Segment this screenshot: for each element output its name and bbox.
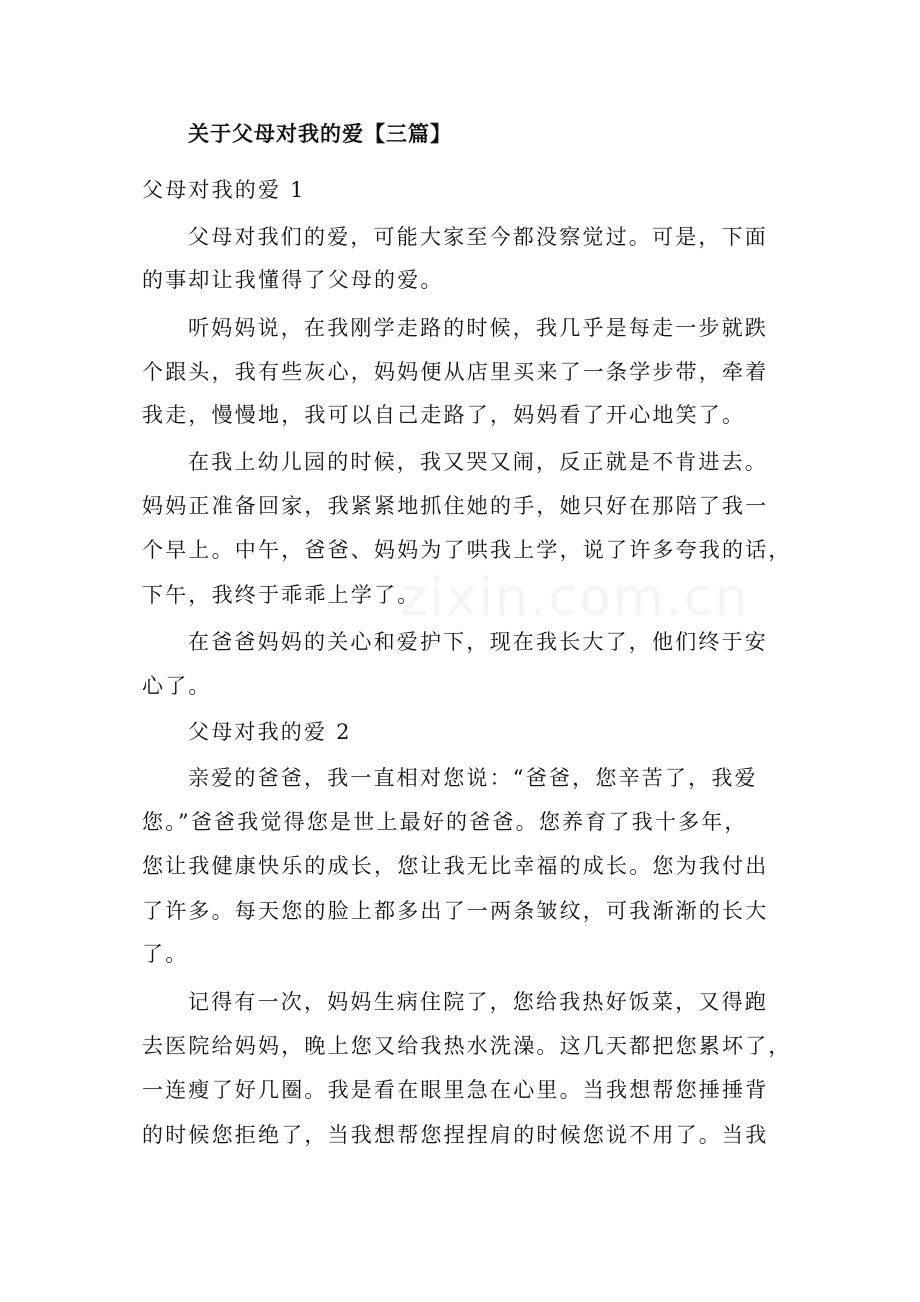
- section-heading-2: 父母对我的爱 2: [188, 720, 352, 744]
- paragraph-line: 去医院给妈妈，晚上您又给我热水洗澡。这几天都把您累坏了，: [142, 1034, 792, 1058]
- paragraph-line: 的事却让我懂得了父母的爱。: [142, 268, 444, 292]
- paragraph-line: 您让我健康快乐的成长，您让我无比幸福的成长。您为我付出: [142, 854, 769, 878]
- watermark: [400, 568, 750, 628]
- paragraph-line: 在爸爸妈妈的关心和爱护下，现在我长大了，他们终于安: [188, 630, 768, 654]
- paragraph-line: 我走，慢慢地，我可以自己走路了，妈妈看了开心地笑了。: [142, 403, 746, 427]
- paragraph-line: 妈妈正准备回家，我紧紧地抓住她的手，她只好在那陪了我一: [142, 494, 769, 518]
- paragraph-line: 您。”爸爸我觉得您是世上最好的爸爸。您养育了我十多年，: [142, 810, 748, 834]
- paragraph-line: 个早上。中午，爸爸、妈妈为了哄我上学，说了许多夸我的话，: [142, 538, 792, 562]
- paragraph-line: 听妈妈说，在我刚学走路的时候，我几乎是每走一步就跌: [188, 316, 768, 340]
- paragraph-line: 的时候您拒绝了，当我想帮您捏捏肩的时候您说不用了。当我: [142, 1123, 769, 1147]
- paragraph-line: 一连瘦了好几圈。我是看在眼里急在心里。当我想帮您捶捶背: [142, 1078, 769, 1102]
- paragraph-line: 心了。: [142, 674, 212, 698]
- paragraph-line: 记得有一次，妈妈生病住院了，您给我热好饭菜，又得跑: [188, 990, 768, 1014]
- paragraph-line: 个跟头，我有些灰心，妈妈便从店里买来了一条学步带，牵着: [142, 360, 769, 384]
- paragraph-line: 父母对我们的爱，可能大家至今都没察觉过。可是，下面: [188, 225, 768, 249]
- paragraph-line: 亲爱的爸爸，我一直相对您说：“爸爸，您辛苦了，我爱: [188, 766, 758, 790]
- paragraph-line: 了。: [142, 942, 189, 966]
- paragraph-line: 下午，我终于乖乖上学了。: [142, 583, 421, 607]
- section-heading-1: 父母对我的爱 1: [142, 178, 306, 202]
- document-title: 关于父母对我的爱【三篇】: [188, 122, 452, 146]
- paragraph-line: 了许多。每天您的脸上都多出了一两条皱纹，可我渐渐的长大: [142, 899, 769, 923]
- paragraph-line: 在我上幼儿园的时候，我又哭又闹，反正就是不肯进去。: [188, 450, 768, 474]
